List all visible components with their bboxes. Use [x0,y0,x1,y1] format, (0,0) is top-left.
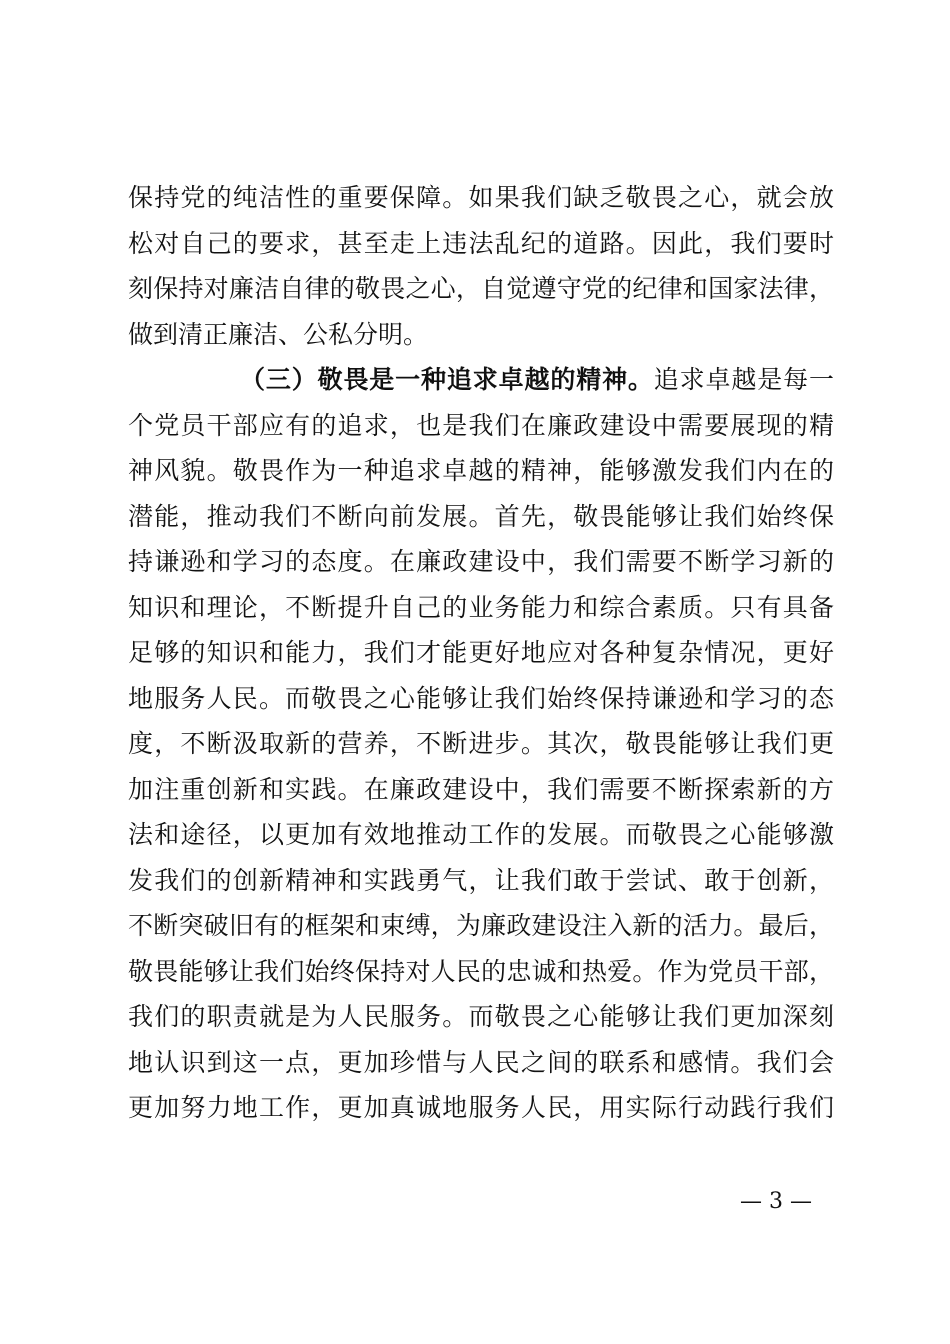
heading-continuation: 追求卓越是每一 [653,365,834,394]
paragraph-2 [128,357,834,1131]
paragraph-2-first-line [128,357,834,403]
text-line: 知识和理论，不断提升自己的业务能力和综合素质。只有具备 [128,592,834,622]
text-line: 刻保持对廉洁自律的敬畏之心，自觉遵守党的纪律和国家法律， [128,274,834,303]
section-heading: （三）敬畏是一种追求卓越的精神。 [240,365,654,394]
text-line: 足够的知识和能力，我们才能更好地应对各种复杂情况，更好 [128,638,834,667]
paragraph-1 [128,175,834,357]
text-line: 法和途径，以更加有效地推动工作的发展。而敬畏之心能够激 [128,820,834,849]
text-line: 度，不断汲取新的营养，不断进步。其次，敬畏能够让我们更 [128,729,834,758]
text-line: 个党员干部应有的追求，也是我们在廉政建设中需要展现的精 [128,410,834,440]
text-line: 发我们的创新精神和实践勇气，让我们敢于尝试、敢于创新， [128,865,834,895]
text-line: 地服务人民。而敬畏之心能够让我们始终保持谦逊和学习的态 [128,683,834,713]
text-line: 松对自己的要求，甚至走上违法乱纪的道路。因此，我们要时 [128,228,834,258]
text-line: 神风貌。敬畏作为一种追求卓越的精神，能够激发我们内在的 [128,456,834,485]
text-line: 我们的职责就是为人民服务。而敬畏之心能够让我们更加深刻 [128,1002,834,1031]
text-line: 不断突破旧有的框架和束缚，为廉政建设注入新的活力。最后， [128,911,834,940]
page-number: — 3 — [740,1189,812,1214]
text-line: 持谦逊和学习的态度。在廉政建设中，我们需要不断学习新的 [128,547,834,576]
text-line: 做到清正廉洁、公私分明。 [128,319,429,349]
text-line: 敬畏能够让我们始终保持对人民的忠诚和热爱。作为党员干部， [128,956,834,986]
text-line: 地认识到这一点，更加珍惜与人民之间的联系和感情。我们会 [128,1047,834,1077]
text-line: 潜能，推动我们不断向前发展。首先，敬畏能够让我们始终保 [128,501,834,531]
text-line: 更加努力地工作，更加真诚地服务人民，用实际行动践行我们 [128,1093,834,1122]
text-line: 加注重创新和实践。在廉政建设中，我们需要不断探索新的方 [128,774,834,804]
text-line: 保持党的纯洁性的重要保障。如果我们缺乏敬畏之心，就会放 [128,183,834,212]
